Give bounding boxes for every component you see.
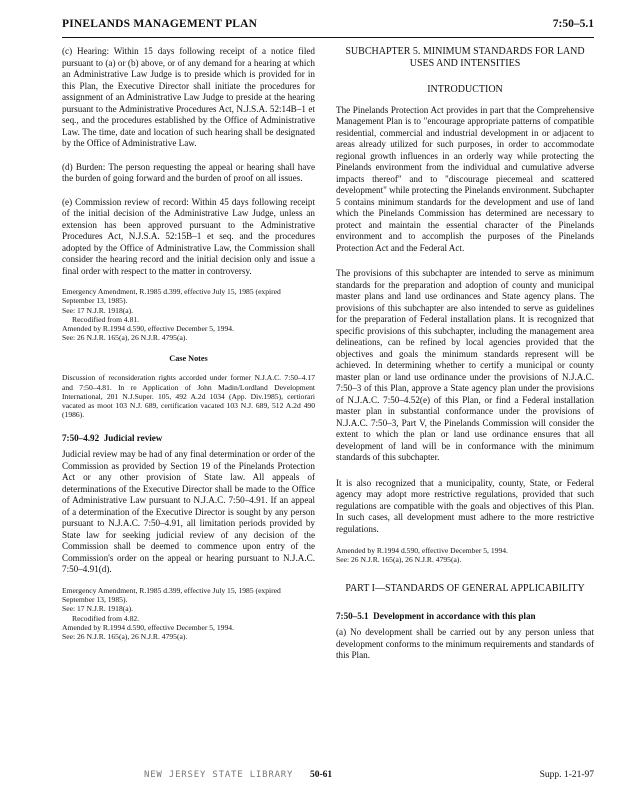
history-line: Emergency Amendment, R.1985 d.399, effective July 15, 1985 (expired September 13, 1985). xyxy=(62,287,281,306)
case-notes-heading: Case Notes xyxy=(169,353,208,363)
history-line: Emergency Amendment, R.1985 d.399, effective July 15, 1985 (expired September 13, 1985). xyxy=(62,585,281,605)
history-line: See: 26 N.J.R. 165(a), 26 N.J.R. 4795(a). xyxy=(62,632,188,642)
history-note-4-91 xyxy=(62,287,315,343)
paragraph-e-commission-review: (e) Commission review of record: Within 45 days following receipt of the initial decision of the Administrative Law Judge, unless an extension has been approved pursuant to the Administrative Procedures Act, N.J.S.A. 52:15B–1 et seq. and the procedures adopted by the Office of Administrative Law, the Commission shall consider the hearing record and the initial decision only and issue a final order with respect to the matter in controversy. xyxy=(62,196,315,276)
intro-paragraph-2: The provisions of this subchapter are intended to serve as minimum standards for the preparation and adoption of county and municipal master plans and land use ordinances and State agency plans. The provisions of this subchapter are also intended to serve as guidelines for the preparation of Federal installation plans. It is recognized that specific provisions of this subchapter, including the management area delineations, can be refined by local agencies provided that the objectives and goals the minimum standards represent will be achieved. In determining whether to certify a municipal or county master plan or land use ordinance under the provisions of N.J.A.C. 7:50–3 of this Plan, approve a State agency plan under the provisions of N.J.A.C. 7:50–4.52(e) of this Plan, or find a Federal installation master plan in substantial conformance under the provisions of N.J.A.C. 7:50–3, Part V, the Pinelands Commission will consider the extent to which the plan or land use ordinance ensures that all development of land will be in conformance with the minimum standards of this subchapter. xyxy=(336,268,594,462)
section-title: Judicial review xyxy=(103,432,163,443)
paragraph-judicial-review: Judicial review may be had of any final determination or order of the Commission as provided by Section 19 of the Pinelands Protection Act or any other provision of State law. All appeals of determinations of the Executive Director shall be made to the Office of Administrative Law pursuant to N.J.A.C. 7:50–4.91. If an appeal of a determination of the Executive Director is sought by any person pursuant to N.J.A.C. 7:50–4.91, all limitation periods provided by State law for seeking judicial review of any decision of the Commission shall be deemed to commence upon entry of the Commission's order on the appeal or hearing pursuant to N.J.A.C. 7:50–4.91(d). xyxy=(62,449,315,575)
section-number: 7:50–5.1 xyxy=(336,610,369,621)
intro-paragraph-1: The Pinelands Protection Act provides in part that the Comprehensive Management Plan is to "encourage appropriate patterns of compatible residential, commercial and industrial development in or adjacent to areas already utilized for such purposes, in order to accommodate regional growth influences in an orderly way while protecting the Pinelands environment from the individual and cumulative adverse impacts thereof" and to "discourage piecemeal and scattered development" while protecting the Pinelands environment. Subchapter 5 contains minimum standards for the development and use of land which the Pinelands Commission has determined are necessary to protect and maintain the essential character of the Pinelands environment and to accomplish the purposes of the Pinelands Protection Act and the Federal Act. xyxy=(336,104,594,253)
supplement-date: Supp. 1-21-97 xyxy=(539,770,594,780)
paragraph-c-hearing: (c) Hearing: Within 15 days following receipt of a notice filed pursuant to (a) or (b) above, or of any demand for a hearing at which an Administrative Law Judge is to preside which is provided for in this Plan, the Executive Director shall initiate the procedures for assignment of an Administrative Law Judge to preside at the hearing pursuant to the Administrative Procedures Act, N.J.S.A. 52:14B–1 et seq., and the procedures established by the Office of Administrative Law. The time, date and location of such hearing shall be designated by the Office of Administrative Law. xyxy=(62,46,315,148)
intro-paragraph-3: It is also recognized that a municipality, county, State, or Federal agency may adopt more restrictive regulations, provided that such regulations are compatible with the goals and objectives of this Plan. In such cases, all development must adhere to the more restrictive regulations. xyxy=(336,477,594,534)
history-line: Recodified from 4.81. xyxy=(72,314,140,324)
introduction-heading: INTRODUCTION xyxy=(427,84,503,95)
history-line: Amended by R.1994 d.590, effective December 5, 1994. xyxy=(336,546,508,555)
history-line: Recodified from 4.82. xyxy=(72,613,140,623)
library-stamp: NEW JERSEY STATE LIBRARY xyxy=(144,770,294,780)
header-rule xyxy=(62,37,594,38)
running-header xyxy=(62,18,594,34)
paragraph-a-development: (a) No development shall be carried out by any person unless that development conforms to the minimum requirements and standards of this Plan. xyxy=(336,627,594,661)
history-note-4-92 xyxy=(62,586,315,642)
header-section-number: 7:50–5.1 xyxy=(552,18,594,30)
history-line: See: 17 N.J.R. 1918(a). xyxy=(62,604,134,614)
section-heading-5-1 xyxy=(336,611,594,623)
section-number: 7:50–4.92 xyxy=(62,432,100,443)
history-line: See: 26 N.J.R. 165(a), 26 N.J.R. 4795(a). xyxy=(62,333,188,343)
history-note-subchapter-5 xyxy=(336,546,594,565)
case-notes-text: Discussion of reconsideration rights accorded under former N.J.A.C. 7:50–4.17 and 7:50–4.81. In re Application of John Madin/Lordland Development International, 201 N.J.Super. 105, 492 A.2d 1034 (App. Div.1985), certiorari vacated as moot 103 N.J. 689, certification vacated 103 N.J. 689, 512 A.2d 490 (1986). xyxy=(62,373,315,420)
paragraph-d-burden: (d) Burden: The person requesting the appeal or hearing shall have the burden of going forward and the burden of proof on all issues. xyxy=(62,161,315,183)
section-heading-4-92 xyxy=(62,433,315,445)
page-number: 50-61 xyxy=(310,770,333,780)
history-line: Amended by R.1994 d.590, effective December 5, 1994. xyxy=(62,324,234,334)
part-title: PART I—STANDARDS OF GENERAL APPLICABILITY xyxy=(345,582,585,594)
section-title: Development in accordance with this plan xyxy=(373,610,536,621)
history-line: Amended by R.1994 d.590, effective December 5, 1994. xyxy=(62,622,234,632)
history-line: See: 26 N.J.R. 165(a), 26 N.J.R. 4795(a). xyxy=(336,555,462,565)
history-line: See: 17 N.J.R. 1918(a). xyxy=(62,305,134,315)
page-footer xyxy=(62,770,594,784)
left-column xyxy=(62,46,315,642)
header-title: PINELANDS MANAGEMENT PLAN xyxy=(62,18,258,30)
right-column xyxy=(336,46,594,662)
subchapter-title: SUBCHAPTER 5. MINIMUM STANDARDS FOR LAND USES AND INTENSITIES xyxy=(345,46,585,69)
